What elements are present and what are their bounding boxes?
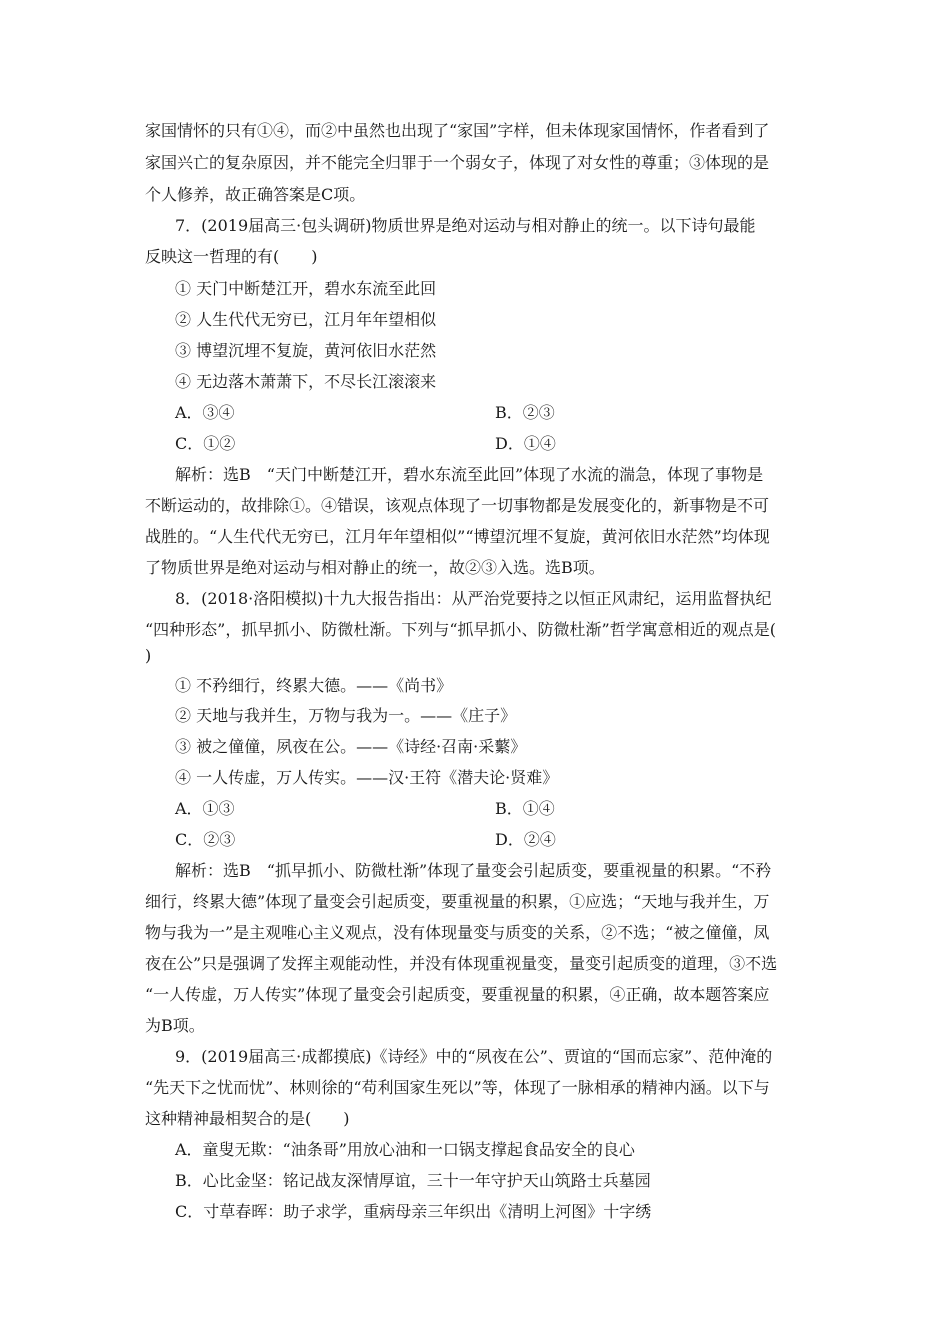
q8-option-1: ① 不矜细行，终累大德。——《尚书》 [175, 676, 453, 695]
q8-answer-line-5: “一人传虚，万人传实”体现了量变会引起质变，要重视量的积累，④正确，故本题答案应 [145, 985, 770, 1004]
q8-choice-b: B．①④ [495, 799, 555, 818]
q7-answer-line-3: 战胜的。“人生代代无穷已，江月年年望相似”“博望沉埋不复旋，黄河依旧水茫然”均体现 [145, 527, 770, 546]
q7-option-3: ③ 博望沉埋不复旋，黄河依旧水茫然 [175, 341, 437, 360]
intro-line-3: 个人修养，故正确答案是C项。 [145, 185, 366, 204]
q9-stem-line-1: 9．(2019届高三·成都摸底)《诗经》中的“夙夜在公”、贾谊的“国而忘家”、范仲淹的 [175, 1047, 773, 1066]
q8-stem-line-2: “四种形态”，抓早抓小、防微杜渐。下列与“抓早抓小、防微杜渐”哲学寓意相近的观点是( [145, 620, 776, 639]
q8-choice-d: D．②④ [495, 830, 556, 849]
q8-answer-line-2: 细行，终累大德”体现了量变会引起质变，要重视量的积累，①应选；“天地与我并生，万 [145, 892, 770, 911]
q7-answer-line-2: 不断运动的，故排除①。④错误，该观点体现了一切事物都是发展变化的，新事物是不可 [145, 496, 770, 515]
q8-choice-c: C．②③ [175, 830, 236, 849]
q8-stem-line-1: 8．(2018·洛阳模拟)十九大报告指出：从严治党要持之以恒正风肃纪，运用监督执纪 [175, 589, 772, 608]
q7-choice-a: A．③④ [175, 403, 235, 422]
q7-stem-line-1: 7．(2019届高三·包头调研)物质世界是绝对运动与相对静止的统一。以下诗句最能 [175, 216, 756, 235]
q9-choice-a: A．童叟无欺：“油条哥”用放心油和一口锅支撑起食品安全的良心 [175, 1140, 635, 1159]
q7-stem-line-2: 反映这一哲理的有( ) [145, 247, 318, 266]
q8-answer-line-1: 解析：选B “抓早抓小、防微杜渐”体现了量变会引起质变，要重视量的积累。“不矜 [175, 861, 772, 880]
q7-option-1: ① 天门中断楚江开，碧水东流至此回 [175, 279, 437, 298]
q8-stem-line-3: ) [145, 646, 152, 665]
q8-option-3: ③ 被之僮僮，夙夜在公。——《诗经·召南·采蘩》 [175, 737, 527, 756]
q7-choice-c: C．①② [175, 434, 236, 453]
q8-answer-line-4: 夜在公”只是强调了发挥主观能动性，并没有体现重视量变，量变引起质变的道理，③不选 [145, 954, 778, 973]
intro-line-1: 家国情怀的只有①④，而②中虽然也出现了“家国”字样，但未体现家国情怀，作者看到了 [145, 121, 770, 140]
q8-answer-line-6: 为B项。 [145, 1016, 205, 1035]
q9-choice-b: B．心比金坚：铭记战友深情厚谊，三十一年守护天山筑路士兵墓园 [175, 1171, 651, 1190]
q9-stem-line-2: “先天下之忧而忧”、林则徐的“苟利国家生死以”等，体现了一脉相承的精神内涵。以下与 [145, 1078, 770, 1097]
q7-option-4: ④ 无边落木萧萧下，不尽长江滚滚来 [175, 372, 437, 391]
q7-option-2: ② 人生代代无穷已，江月年年望相似 [175, 310, 437, 329]
q7-answer-line-4: 了物质世界是绝对运动与相对静止的统一，故②③入选。选B项。 [145, 558, 605, 577]
q8-option-4: ④ 一人传虚，万人传实。——汉·王符《潜夫论·贤难》 [175, 768, 559, 787]
q8-option-2: ② 天地与我并生，万物与我为一。——《庄子》 [175, 706, 517, 725]
q8-choice-a: A．①③ [175, 799, 235, 818]
q7-choice-d: D．①④ [495, 434, 556, 453]
q7-choice-b: B．②③ [495, 403, 555, 422]
q8-answer-line-3: 物与我为一”是主观唯心主义观点，没有体现量变与质变的关系，②不选；“被之僮僮，凤 [145, 923, 770, 942]
q7-answer-line-1: 解析：选B “天门中断楚江开，碧水东流至此回”体现了水流的湍急，体现了事物是 [175, 465, 764, 484]
q9-stem-line-3: 这种精神最相契合的是( ) [145, 1109, 350, 1128]
intro-line-2: 家国兴亡的复杂原因，并不能完全归罪于一个弱女子，体现了对女性的尊重；③体现的是 [145, 153, 770, 172]
q9-choice-c: C．寸草春晖：助子求学，重病母亲三年织出《清明上河图》十字绣 [175, 1202, 652, 1221]
